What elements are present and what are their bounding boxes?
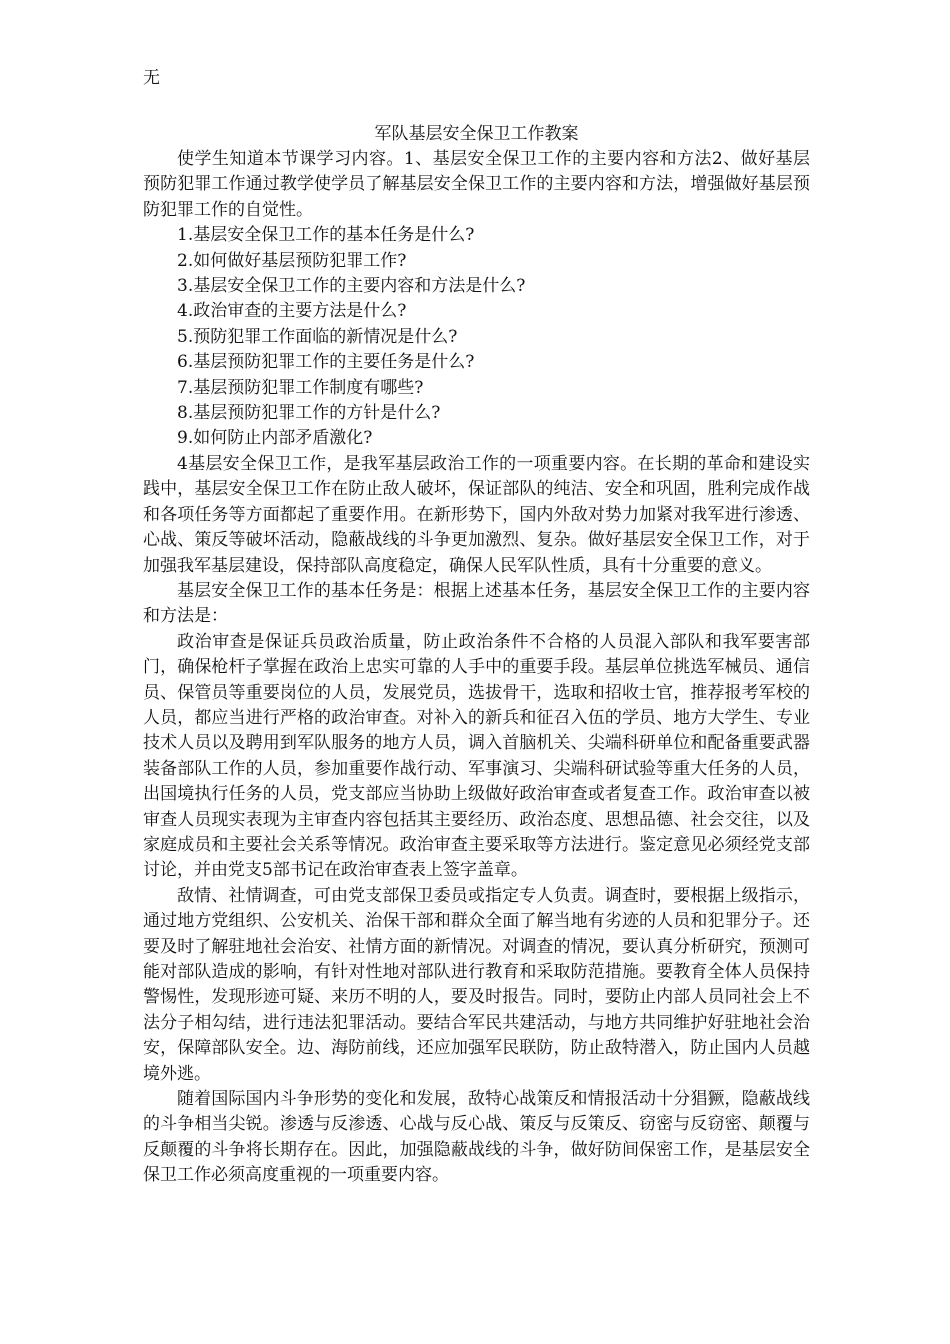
body-paragraph-significance: 4基层安全保卫工作，是我军基层政治工作的一项重要内容。在长期的革命和建设实践中，基层安全保卫工作在防止敌人破坏，保证部队的纯洁、安全和巩固，胜利完成作战和各项任务等方面都起了重要作用。在新形势下，国内外敌对势力加紧对我军进行渗透、心战、策反等破坏活动，隐蔽战线的斗争更加激烈、复杂。做好基层安全保卫工作，对于加强我军基层建设，保持部队高度稳定，确保人民军队性质，具有十分重要的意义。 <box>143 453 810 576</box>
body-paragraph-basic-tasks: 基层安全保卫工作的基本任务是：根据上述基本任务，基层安全保卫工作的主要内容和方法是： <box>143 580 810 627</box>
question-item: 9.如何防止内部矛盾激化? <box>177 428 373 449</box>
question-list <box>143 223 810 452</box>
body-paragraph-political-review: 政治审查是保证兵员政治质量，防止政治条件不合格的人员混入部队和我军要害部门，确保枪杆子掌握在政治上忠实可靠的人手中的重要手段。基层单位挑选军械员、通信员、保管员等重要岗位的人员，发展党员，选拔骨干，选取和招收士官，推荐报考军校的人员，都应当进行严格的政治审查。对补入的新兵和征召入伍的学员、地方大学生、专业技术人员以及聘用到军队服务的地方人员，调入首脑机关、尖端科研单位和配备重要武器装备部队工作的人员，参加重要作战行动、军事演习、尖端科研试验等重大任务的人员，出国境执行任务的人员，党支部应当协助上级做好政治审查或者复查工作。政治审查以被审查人员现实表现为主审查内容包括其主要经历、政治态度、思想品德、社会交往，以及家庭成员和主要社会关系等情况。政治审查主要采取等方法进行。鉴定意见必须经党支部讨论，并由党支5部书记在政治审查表上签字盖章。 <box>143 631 810 881</box>
document-body <box>143 121 810 1189</box>
question-item: 4.政治审查的主要方法是什么? <box>177 301 407 322</box>
body-paragraph-enemy-investigation: 敌情、社情调查，可由党支部保卫委员或指定专人负责。调查时，要根据上级指示，通过地方党组织、公安机关、治保干部和群众全面了解当地有劣迹的人员和犯罪分子。还要及时了解驻地社会治安、社情方面的新情况。对调查的情况，要认真分析研究，预测可能对部队造成的影响，有针对性地对部队进行教育和采取防范措施。要教育全体人员保持警惕性，发现形迹可疑、来历不明的人，要及时报告。同时，要防止内部人员同社会上不法分子相勾结，进行违法犯罪活动。要结合军民共建活动，与地方共同维护好驻地社会治安，保障部队安全。边、海防前线，还应加强军民联防，防止敌特潜入，防止国内人员越境外逃。 <box>143 885 810 1084</box>
question-item: 2.如何做好基层预防犯罪工作? <box>177 250 407 271</box>
intro-paragraph: 使学生知道本节课学习内容。1、基层安全保卫工作的主要内容和方法2、做好基层预防犯罪工作通过教学使学员了解基层安全保卫工作的主要内容和方法，增强做好基层预防犯罪工作的自觉性。 <box>143 149 810 220</box>
question-item: 7.基层预防犯罪工作制度有哪些? <box>177 377 424 398</box>
question-item: 5.预防犯罪工作面临的新情况是什么? <box>177 326 458 347</box>
body-paragraph-counter-espionage: 随着国际国内斗争形势的变化和发展，敌特心战策反和情报活动十分猖獗，隐蔽战线的斗争相当尖锐。渗透与反渗透、心战与反心战、策反与反策反、窃密与反窃密、颠覆与反颠覆的斗争将长期存在。因此，加强隐蔽战线的斗争，做好防间保密工作，是基层安全保卫工作必须高度重视的一项重要内容。 <box>143 1089 810 1186</box>
document-title: 军队基层安全保卫工作教案 <box>374 124 579 144</box>
question-item: 8.基层预防犯罪工作的方针是什么? <box>177 403 441 424</box>
question-item: 6.基层预防犯罪工作的主要任务是什么? <box>177 352 475 373</box>
question-item: 1.基层安全保卫工作的基本任务是什么? <box>177 225 475 246</box>
question-item: 3.基层安全保卫工作的主要内容和方法是什么? <box>177 276 526 297</box>
header-mark: 无 <box>143 68 160 88</box>
